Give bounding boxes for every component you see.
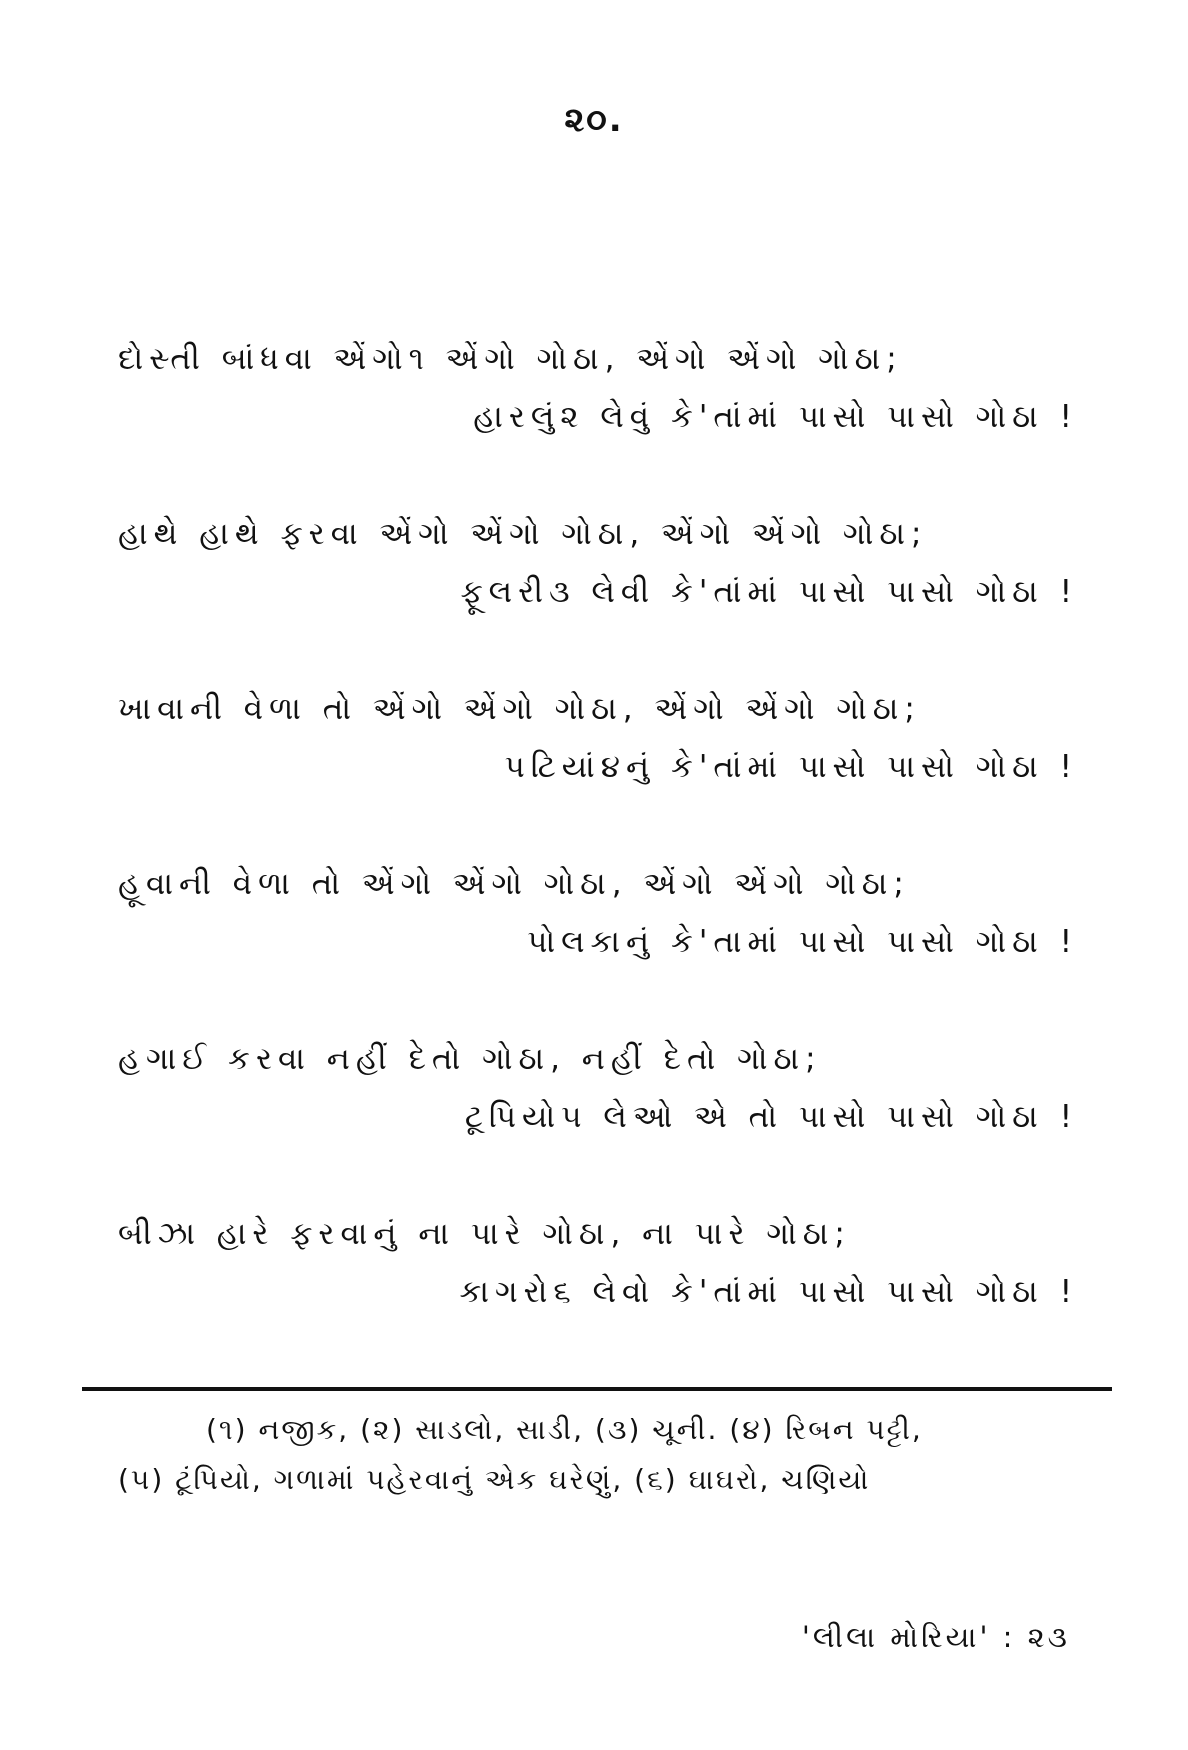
stanza-6 <box>118 1205 1078 1321</box>
verse-line: ટૂપિયો૫ લેઓ એ તો પાસો પાસો ગોઠા ! <box>464 1099 1078 1135</box>
verse-line: પોલકાનું કે'તામાં પાસો પાસો ગોઠા ! <box>527 924 1078 960</box>
stanza-2 <box>118 505 1078 621</box>
verse-line: હાથે હાથે ફરવા એંગો એંગો ગોઠા, એંગો એંગો ગોઠા; <box>118 516 928 552</box>
stanza-1 <box>118 330 1078 446</box>
verse-line: હગાઈ કરવા નહીં દેતો ગોઠા, નહીં દેતો ગોઠા; <box>118 1041 822 1077</box>
verse-line: ફૂલરી૩ લેવી કે'તાંમાં પાસો પાસો ગોઠા ! <box>460 574 1078 610</box>
verse-line: બીઝા હારે ફરવાનું ના પારે ગોઠા, ના પારે ગોઠા; <box>118 1216 851 1252</box>
source-reference: 'લીલા મોરિયા' : ૨૩ <box>801 1620 1070 1654</box>
verse-line: પટિયાં૪નું કે'તાંમાં પાસો પાસો ગોઠા ! <box>504 749 1078 785</box>
footnote-line: (૫) ટૂંપિયો, ગળામાં પહેરવાનું એક ઘરેણું, (૬) ઘાઘરો, ચણિયો <box>118 1463 871 1496</box>
page-number: ૨૦. <box>564 100 624 140</box>
verse-line: કાગરો૬ લેવો કે'તાંમાં પાસો પાસો ગોઠા ! <box>459 1274 1078 1310</box>
verse-line: હૂવાની વેળા તો એંગો એંગો ગોઠા, એંગો એંગો ગોઠા; <box>118 866 910 902</box>
stanza-3 <box>118 680 1078 796</box>
footnotes <box>118 1405 1078 1505</box>
footnote-line: (૧) નજીક, (૨) સાડલો, સાડી, (૩) ચૂની. (૪) રિબન પટ્ટી, <box>206 1413 923 1446</box>
verse-line: હારલું૨ લેવું કે'તાંમાં પાસો પાસો ગોઠા ! <box>473 399 1078 435</box>
verse-line: દોસ્તી બાંધવા એંગો૧ એંગો ગોઠા, એંગો એંગો ગોઠા; <box>118 341 903 377</box>
stanza-4 <box>118 855 1078 971</box>
verse-line: ખાવાની વેળા તો એંગો એંગો ગોઠા, એંગો એંગો ગોઠા; <box>118 691 921 727</box>
stanza-5 <box>118 1030 1078 1146</box>
footnote-divider <box>82 1387 1112 1391</box>
